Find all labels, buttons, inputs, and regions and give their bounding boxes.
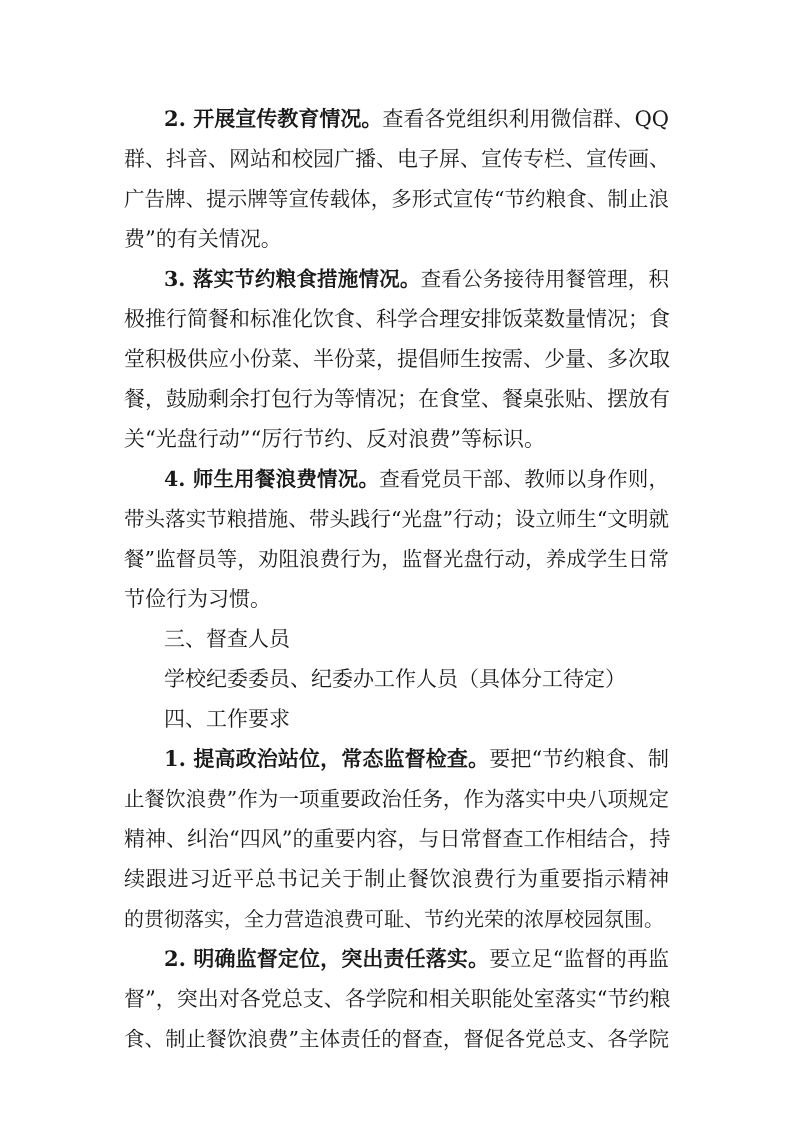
paragraph-text: 查看党员干部、教师以身作则， bbox=[379, 467, 670, 491]
paragraph-text: 关“光盘行动”“厉行节约、反对浪费”等标识。 bbox=[124, 427, 545, 451]
paragraph-text: 学校纪委委员、纪委办工作人员（具体分工待定） bbox=[164, 667, 626, 691]
paragraph-line bbox=[164, 939, 669, 979]
paragraph-heading: 2. 明确监督定位，突出责任落实。 bbox=[164, 946, 490, 971]
paragraph-text: 节俭行为习惯。 bbox=[124, 587, 271, 611]
paragraph-line bbox=[124, 219, 669, 259]
paragraph-line bbox=[124, 539, 669, 579]
paragraph-text: 的贯彻落实，全力营造浪费可耻、节约光荣的浓厚校园氛围。 bbox=[124, 907, 664, 931]
paragraph-text: 要立足“监督的再监 bbox=[489, 947, 669, 971]
paragraph-line bbox=[124, 779, 669, 819]
paragraph-text: 查看公务接待用餐管理，积 bbox=[420, 267, 669, 291]
paragraph-line bbox=[124, 1019, 669, 1059]
paragraph-line bbox=[164, 259, 669, 299]
section-heading bbox=[164, 699, 669, 739]
paragraph-text: 续跟进习近平总书记关于制止餐饮浪费行为重要指示精神 bbox=[124, 867, 669, 891]
section-heading-text: 四、工作要求 bbox=[164, 707, 290, 731]
paragraph-line bbox=[124, 499, 669, 539]
paragraph-line bbox=[164, 99, 669, 139]
paragraph-heading: 2. 开展宣传教育情况。 bbox=[164, 106, 383, 131]
paragraph-line bbox=[124, 379, 669, 419]
paragraph-heading: 4. 师生用餐浪费情况。 bbox=[164, 467, 380, 491]
paragraph-text: 餐，鼓励剩余打包行为等情况；在食堂、餐桌张贴、摆放有 bbox=[124, 387, 670, 411]
section-heading-text: 三、督查人员 bbox=[164, 627, 290, 651]
paragraph-line bbox=[124, 179, 669, 219]
paragraph-text: 食、制止餐饮浪费”主体责任的督查，督促各党总支、各学院 bbox=[124, 1027, 669, 1051]
paragraph-text: 堂积极供应小份菜、半份菜，提倡师生按需、少量、多次取 bbox=[124, 347, 670, 371]
paragraph-text: 费”的有关情况。 bbox=[124, 227, 282, 251]
paragraph-line bbox=[124, 339, 669, 379]
paragraph-line bbox=[124, 419, 669, 459]
paragraph-text: 广告牌、提示牌等宣传载体，多形式宣传“节约粮食、制止浪 bbox=[124, 187, 669, 211]
paragraph-line bbox=[124, 859, 669, 899]
paragraph-line bbox=[164, 459, 669, 499]
paragraph-line bbox=[164, 659, 669, 699]
paragraph-line bbox=[124, 299, 669, 339]
paragraph-text: 餐”监督员等，劝阻浪费行为，监督光盘行动，养成学生日常 bbox=[124, 547, 669, 571]
paragraph-heading: 3. 落实节约粮食措施情况。 bbox=[164, 267, 421, 291]
paragraph-line bbox=[124, 139, 669, 179]
paragraph-line bbox=[124, 819, 669, 859]
paragraph-text: 群、抖音、网站和校园广播、电子屏、宣传专栏、宣传画、 bbox=[124, 147, 670, 171]
paragraph-line bbox=[124, 579, 669, 619]
paragraph-text: 精神、纠治“四风”的重要内容，与日常督查工作相结合，持 bbox=[124, 827, 671, 851]
paragraph-text: 带头落实节粮措施、带头践行“光盘”行动；设立师生“文明就 bbox=[124, 507, 669, 531]
paragraph-text: 要把“节约粮食、制 bbox=[489, 747, 669, 771]
paragraph-text: 督”，突出对各党总支、各学院和相关职能处室落实“节约粮 bbox=[124, 987, 671, 1011]
paragraph-text: 极推行简餐和标准化饮食、科学合理安排饭菜数量情况；食 bbox=[124, 307, 670, 331]
section-heading bbox=[164, 619, 669, 659]
paragraph-line bbox=[124, 979, 669, 1019]
paragraph-text: 止餐饮浪费”作为一项重要政治任务，作为落实中央八项规定 bbox=[124, 787, 669, 811]
paragraph-line bbox=[164, 739, 669, 779]
paragraph-line bbox=[124, 899, 669, 939]
paragraph-heading: 1. 提高政治站位，常态监督检查。 bbox=[164, 746, 490, 771]
paragraph-text: 查看各党组织利用微信群、QQ bbox=[382, 107, 670, 131]
